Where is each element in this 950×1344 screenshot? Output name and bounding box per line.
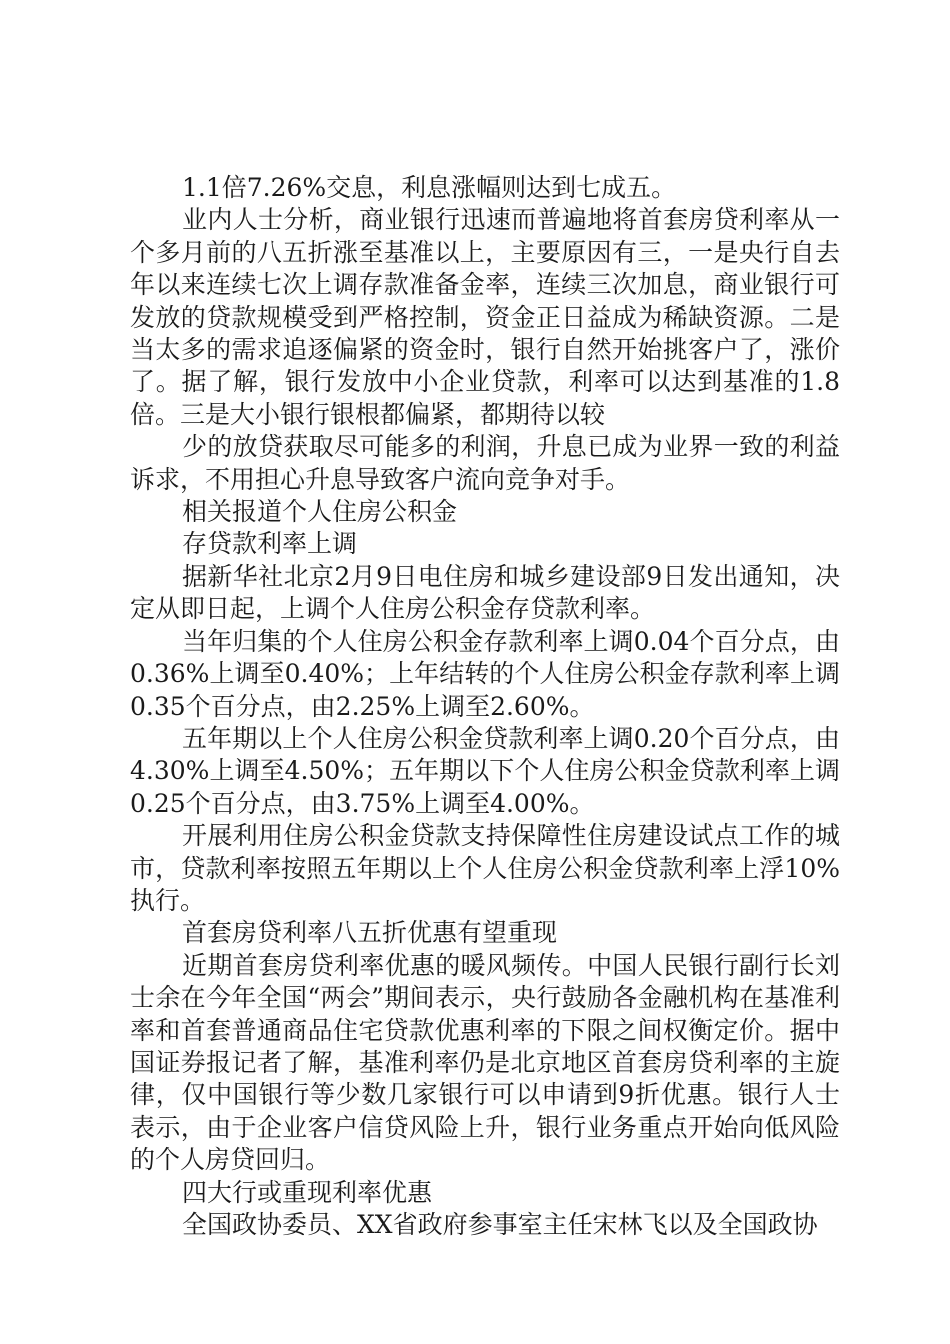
heading-rate-increase: 存贷款利率上调	[182, 529, 358, 559]
paragraph-cppcc-members: 全国政协委员、XX省政府参事室主任宋林飞以及全国政协	[182, 1210, 818, 1239]
heading-big-four-banks: 四大行或重现利率优惠	[182, 1177, 433, 1207]
paragraph-pilot-cities: 开展利用住房公积金贷款支持保障性住房建设试点工作的城市，贷款利率按照五年期以上个人住房公积金贷款利率上浮10%执行。	[130, 821, 840, 915]
heading-discount-return: 首套房贷利率八五折优惠有望重现	[182, 918, 558, 948]
document-body	[130, 172, 840, 1241]
heading-related-report: 相关报道个人住房公积金	[182, 497, 458, 527]
paragraph-discount-news: 近期首套房贷利率优惠的暖风频传。中国人民银行副行长刘士余在今年全国“两会”期间表示，央行鼓励各金融机构在基准利率和首套普通商品住宅贷款优惠利率的下限之间权衡定价。据中国证券报记者了解，基准利率仍是北京地区首套房贷利率的主旋律，仅中国银行等少数几家银行可以申请到9折优惠。银行人士表示，由于企业客户信贷风险上升，银行业务重点开始向低风险的个人房贷回归。	[130, 950, 840, 1175]
paragraph-loan-rates: 五年期以上个人住房公积金贷款利率上调0.20个百分点，由4.30%上调至4.50%；五年期以下个人住房公积金贷款利率上调0.25个百分点，由3.75%上调至4.00%。	[130, 723, 840, 818]
paragraph-industry-analysis: 业内人士分析，商业银行迅速而普遍地将首套房贷利率从一个多月前的八五折涨至基准以上，主要原因有三，一是央行自去年以来连续七次上调存款准备金率，连续三次加息，商业银行可发放的贷款规模受到严格控制，资金正日益成为稀缺资源。二是当太多的需求追逐偏紧的资金时，银行自然开始挑客户了，涨价了。据了解，银行发放中小企业贷款，利率可以达到基准的1.8倍。三是大小银行银根都偏紧，都期待以较	[130, 205, 840, 429]
paragraph-deposit-rates: 当年归集的个人住房公积金存款利率上调0.04个百分点，由0.36%上调至0.40%；上年结转的个人住房公积金存款利率上调0.35个百分点，由2.25%上调至2.60%。	[130, 626, 840, 721]
paragraph-profit-demand: 少的放贷获取尽可能多的利润，升息已成为业界一致的利益诉求，不用担心升息导致客户流向竞争对手。	[130, 432, 840, 494]
paragraph-xinhua-notice: 据新华社北京2月9日电住房和城乡建设部9日发出通知，决定从即日起，上调个人住房公积金存贷款利率。	[130, 561, 840, 624]
paragraph-interest-increase: 1.1倍7.26%交息，利息涨幅则达到七成五。	[182, 173, 677, 202]
